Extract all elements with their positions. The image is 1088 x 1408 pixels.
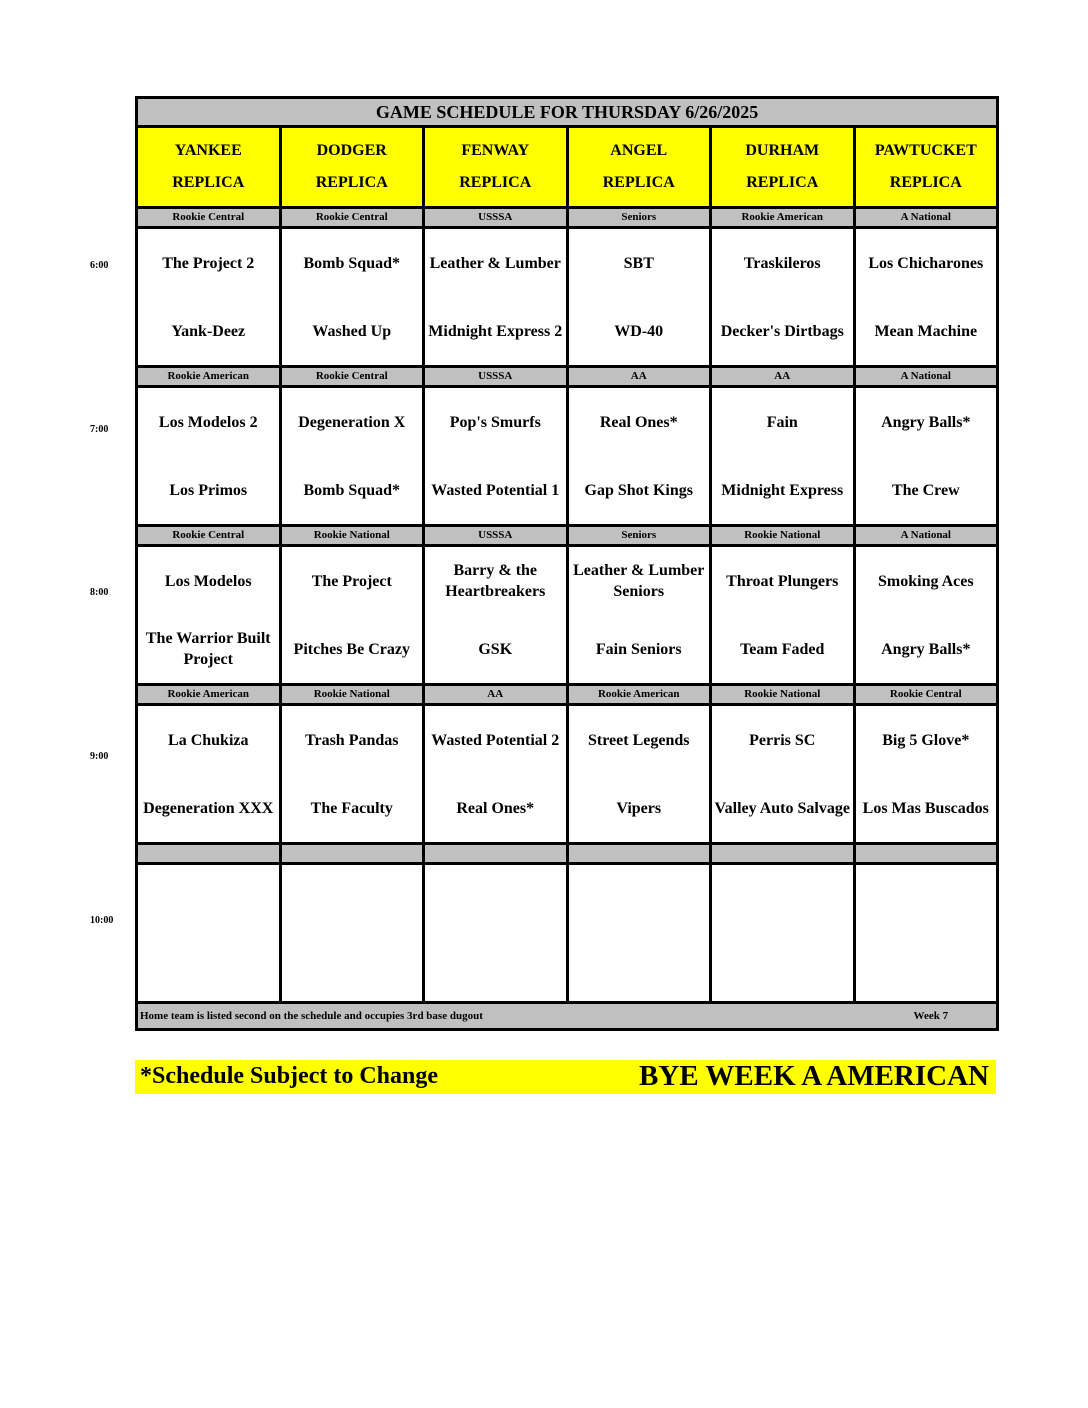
home-team: Mean Machine (874, 322, 978, 340)
division-label: AA (567, 367, 711, 387)
game-row (137, 864, 998, 1003)
game-cell (567, 864, 711, 1003)
game-cell (424, 864, 568, 1003)
division-label: Rookie National (280, 526, 424, 546)
away-team: Los Modelos (164, 572, 252, 590)
game-cell (280, 228, 424, 367)
game-cell (711, 387, 855, 526)
field-header (567, 127, 711, 208)
field-header (280, 127, 424, 208)
division-row (137, 526, 998, 546)
away-team: Leather & Lumber (429, 254, 561, 272)
division-label: USSSA (424, 526, 568, 546)
game-cell (854, 546, 998, 685)
division-label (424, 844, 568, 864)
game-cell (137, 705, 281, 844)
home-team (856, 933, 997, 1001)
home-team: Gap Shot Kings (584, 481, 693, 499)
home-team: GSK (478, 640, 513, 658)
game-cell (280, 705, 424, 844)
game-row (137, 228, 998, 367)
game-cell (567, 546, 711, 685)
division-label: Rookie Central (137, 208, 281, 228)
division-row (137, 367, 998, 387)
home-team: Midnight Express (721, 481, 844, 499)
division-label: Rookie American (567, 685, 711, 705)
away-team: Real Ones* (599, 413, 678, 431)
division-label: Rookie Central (137, 526, 281, 546)
home-team: Angry Balls* (881, 640, 971, 658)
division-label: A National (854, 208, 998, 228)
division-label: USSSA (424, 367, 568, 387)
away-team: Fain (766, 413, 798, 431)
division-label: Rookie National (711, 685, 855, 705)
away-team: Big 5 Glove* (882, 731, 970, 749)
time-column (0, 0, 135, 1100)
game-cell (567, 705, 711, 844)
field-name: FENWAY (461, 142, 530, 159)
game-row (137, 705, 998, 844)
field-name: ANGEL (610, 142, 668, 159)
home-team-note: Home team is listed second on the schedule and occupies 3rd base dugout (140, 1010, 483, 1022)
week-label: Week 7 (913, 1010, 949, 1022)
away-team: Barry & the Heartbreakers (445, 562, 546, 600)
home-team: Decker's Dirtbags (720, 322, 844, 340)
game-cell (567, 228, 711, 367)
home-team: Team Faded (740, 640, 825, 658)
home-team: Vipers (616, 799, 662, 817)
home-team (425, 933, 566, 1001)
away-team: The Project 2 (162, 254, 255, 272)
bye-week-notice: BYE WEEK A AMERICAN (639, 1060, 989, 1092)
division-label: Rookie American (137, 367, 281, 387)
home-team: The Warrior Built Project (145, 630, 271, 668)
game-cell (711, 546, 855, 685)
division-label: Rookie Central (280, 208, 424, 228)
division-label: Rookie Central (280, 367, 424, 387)
away-team: Perris SC (749, 731, 816, 749)
game-cell (424, 546, 568, 685)
home-team: Yank-Deez (171, 322, 246, 340)
footer-bar (137, 1003, 998, 1030)
field-sub: REPLICA (602, 174, 675, 191)
home-team: Los Mas Buscados (862, 799, 989, 817)
game-row (137, 387, 998, 526)
schedule-table (135, 96, 999, 1031)
home-team (712, 933, 853, 1001)
away-team: Pop's Smurfs (449, 413, 541, 431)
game-cell (711, 705, 855, 844)
game-cell (280, 387, 424, 526)
time-label: 8:00 (90, 587, 109, 598)
game-cell (854, 705, 998, 844)
division-label: Rookie National (280, 685, 424, 705)
field-sub: REPLICA (459, 174, 532, 191)
away-team (712, 865, 853, 933)
away-team: Trash Pandas (304, 731, 399, 749)
field-header-row (137, 127, 998, 208)
game-cell (424, 228, 568, 367)
schedule-title: GAME SCHEDULE FOR THURSDAY 6/26/2025 (137, 98, 998, 127)
away-team: Wasted Potential 2 (431, 731, 560, 749)
division-label: A National (854, 367, 998, 387)
game-cell (280, 864, 424, 1003)
home-team: The Faculty (310, 799, 393, 817)
away-team (856, 865, 997, 933)
field-name: DURHAM (745, 142, 820, 159)
field-header (711, 127, 855, 208)
division-label: AA (711, 367, 855, 387)
field-header (424, 127, 568, 208)
time-label: 6:00 (90, 260, 109, 271)
away-team: Angry Balls* (881, 413, 971, 431)
field-sub: REPLICA (315, 174, 388, 191)
field-name: YANKEE (174, 142, 242, 159)
game-cell (711, 228, 855, 367)
home-team: Valley Auto Salvage (714, 799, 850, 817)
game-cell (567, 387, 711, 526)
field-sub: REPLICA (889, 174, 962, 191)
home-team: Pitches Be Crazy (293, 640, 410, 658)
field-sub: REPLICA (172, 174, 245, 191)
away-team: Bomb Squad* (303, 254, 400, 272)
home-team: Real Ones* (456, 799, 535, 817)
game-cell (424, 705, 568, 844)
division-label (280, 844, 424, 864)
away-team: Los Modelos 2 (158, 413, 258, 431)
away-team (569, 865, 710, 933)
game-cell (137, 387, 281, 526)
division-label: A National (854, 526, 998, 546)
division-label: Rookie National (711, 526, 855, 546)
home-team (282, 933, 423, 1001)
away-team: La Chukiza (168, 731, 249, 749)
away-team: Leather & Lumber Seniors (573, 562, 705, 600)
division-label: Rookie American (137, 685, 281, 705)
footer-row (137, 1003, 998, 1030)
game-cell (137, 228, 281, 367)
division-label: Seniors (567, 208, 711, 228)
subject-to-change-note: *Schedule Subject to Change (140, 1063, 439, 1089)
division-label: Rookie American (711, 208, 855, 228)
away-team (282, 865, 423, 933)
division-label: Seniors (567, 526, 711, 546)
home-team: Los Primos (169, 481, 248, 499)
away-team: The Project (311, 572, 392, 590)
time-label: 7:00 (90, 424, 109, 435)
division-row (137, 844, 998, 864)
bottom-banner (135, 1060, 996, 1094)
field-name: PAWTUCKET (874, 142, 977, 159)
away-team (425, 865, 566, 933)
home-team (138, 933, 279, 1001)
game-cell (137, 546, 281, 685)
home-team (569, 933, 710, 1001)
home-team: Washed Up (312, 322, 392, 340)
home-team: Degeneration XXX (143, 799, 274, 817)
away-team (138, 865, 279, 933)
time-label: 10:00 (90, 915, 114, 926)
home-team: Bomb Squad* (303, 481, 400, 499)
game-row (137, 546, 998, 685)
away-team: Smoking Aces (878, 572, 974, 590)
division-label (137, 844, 281, 864)
field-header (854, 127, 998, 208)
division-label (854, 844, 998, 864)
title-row (137, 98, 998, 127)
game-cell (854, 864, 998, 1003)
division-label: USSSA (424, 208, 568, 228)
field-name: DODGER (316, 142, 387, 159)
division-label (711, 844, 855, 864)
division-row (137, 685, 998, 705)
game-cell (424, 387, 568, 526)
game-cell (280, 546, 424, 685)
game-cell (854, 228, 998, 367)
away-team: Traskileros (743, 254, 821, 272)
field-header (137, 127, 281, 208)
game-cell (854, 387, 998, 526)
home-team: Wasted Potential 1 (431, 481, 560, 499)
time-label: 9:00 (90, 751, 109, 762)
away-team: Street Legends (588, 731, 690, 749)
game-cell (711, 864, 855, 1003)
division-label (567, 844, 711, 864)
home-team: WD-40 (614, 322, 664, 340)
home-team: Midnight Express 2 (428, 322, 563, 340)
away-team: Degeneration X (298, 413, 406, 431)
away-team: SBT (623, 254, 654, 272)
division-label: AA (424, 685, 568, 705)
home-team: The Crew (891, 481, 960, 499)
division-row (137, 208, 998, 228)
home-team: Fain Seniors (595, 640, 682, 658)
away-team: Throat Plungers (726, 572, 839, 590)
division-label: Rookie Central (854, 685, 998, 705)
field-sub: REPLICA (746, 174, 819, 191)
game-cell (137, 864, 281, 1003)
away-team: Los Chicharones (868, 254, 984, 272)
